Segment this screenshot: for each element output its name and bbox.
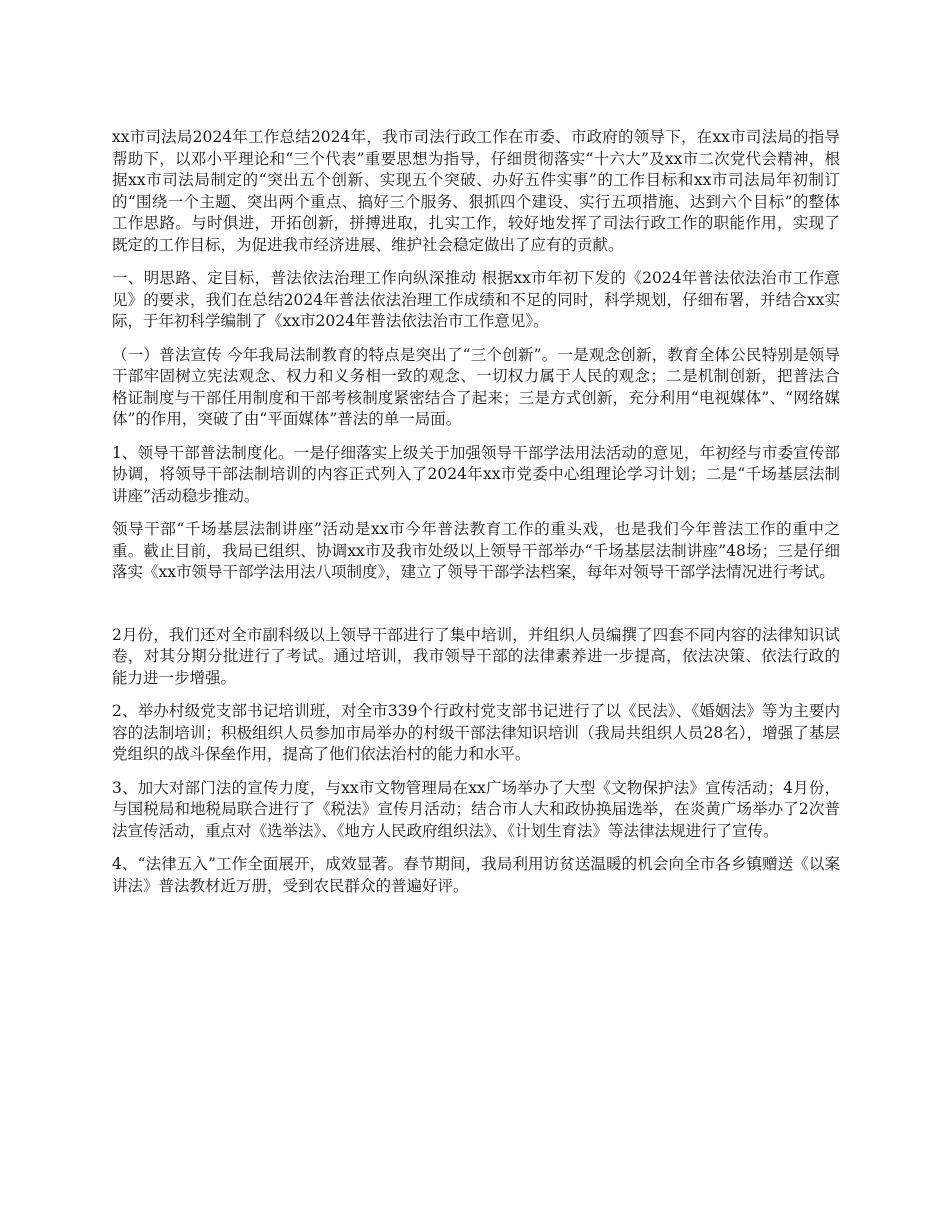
paragraph-item-3: 3、加大对部门法的宣传力度，与xx市文物管理局在xx广场举办了大型《文物保护法》宣传活动；4月份，与国税局和地税局联合进行了《税法》宣传月活动；结合市人大和政协换届选举，在炎黄广场举办了2次普法宣传活动，重点对《选举法》、《地方人民政府组织法》、《计划生育法》等法律法规进行了宣传。 (112, 778, 840, 840)
paragraph-item-2: 2、举办村级党支部书记培训班，对全市339个行政村党支部书记进行了以《民法》、《婚姻法》等为主要内容的法制培训；积极组织人员参加市局举办的村级干部法律知识培训（我局共组织人员28名），增强了基层党组织的战斗保垒作用，提高了他们依法治村的能力和水平。 (112, 702, 840, 763)
paragraph-legal-publicity: （一）普法宣传 今年我局法制教育的特点是突出了“三个创新”。一是观念创新，教育全体公民特别是领导干部牢固树立宪法观念、权力和义务相一致的观念、一切权力属于人民的观念；二是机制创新，把普法合格证制度与干部任用制度和干部考核制度紧密结合了起来；三是方式创新，充分利用“电视媒体”、“网络媒体”的作用，突破了由“平面媒体”普法的单一局面。 (112, 345, 840, 428)
paragraph-spacer (112, 596, 840, 625)
paragraph-summary-intro: xx市司法局2024年工作总结2024年，我市司法行政工作在市委、市政府的领导下，在xx市司法局的指导帮助下，以邓小平理论和“三个代表”重要思想为指导，仔细贯彻落实“十六大”及xx市二次党代会精神，根据xx市司法局制定的“突出五个创新、实现五个突破、办好五件实事”的工作目标和xx市司法局年初制订的“围绕一个主题、突出两个重点、搞好三个服务、狠抓四个建设、实行五项措施、达到六个目标”的整体工作思路。与时俱进，开拓创新，拼搏进取，扎实工作，较好地发挥了司法行政工作的职能作用，实现了既定的工作目标，为促进我市经济进展、维护社会稳定做出了应有的贡献。 (112, 128, 840, 254)
paragraph-item-1: 1、领导干部普法制度化。一是仔细落实上级关于加强领导干部学法用法活动的意见，年初经与市委宣传部协调，将领导干部法制培训的内容正式列入了2024年xx市党委中心组理论学习计划；二是“千场基层法制讲座”活动稳步推动。 (112, 443, 840, 505)
paragraph-lecture-activity: 领导干部“千场基层法制讲座”活动是xx市今年普法教育工作的重头戏，也是我们今年普法工作的重中之重。截止目前，我局已组织、协调xx市及我市处级以上领导干部举办“千场基层法制讲座”48场；三是仔细落实《xx市领导干部学法用法八项制度》，建立了领导干部学法档案，每年对领导干部学法情况进行考试。 (112, 520, 840, 581)
paragraph-item-4: 4、“法律五入”工作全面展开，成效显著。春节期间，我局利用访贫送温暖的机会向全市各乡镇赠送《以案讲法》普法教材近万册，受到农民群众的普遍好评。 (112, 855, 840, 895)
document-body (112, 127, 840, 909)
paragraph-section-one: 一、明思路、定目标，普法依法治理工作向纵深推动 根据xx市年初下发的《2024年普法依法治市工作意见》的要求，我们在总结2024年普法依法治理工作成绩和不足的同时，科学规划，仔细布署，并结合xx实际，于年初科学编制了《xx市2024年普法依法治市工作意见》。 (112, 269, 841, 330)
paragraph-february-training: 2月份，我们还对全市副科级以上领导干部进行了集中培训，并组织人员编撰了四套不同内容的法律知识试卷，对其分期分批进行了考试。通过培训，我市领导干部的法律素养进一步提高，依法决策、依法行政的能力进一步增强。 (112, 625, 840, 687)
